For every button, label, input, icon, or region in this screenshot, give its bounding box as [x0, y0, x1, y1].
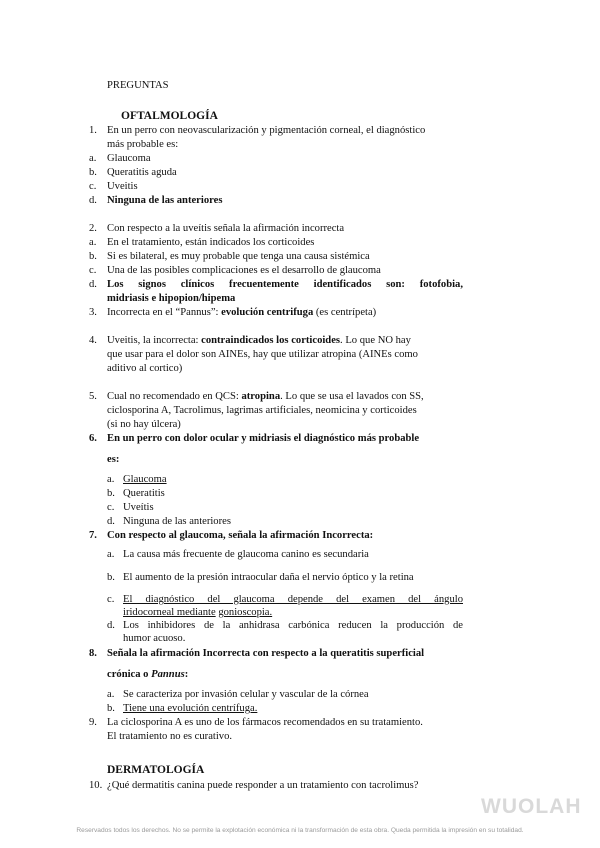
answer-underlined: gonioscopia.: [218, 607, 273, 618]
option-text-answer: [123, 606, 272, 619]
question-line: [107, 334, 411, 347]
option-letter: b.: [89, 251, 97, 262]
question-line: [107, 668, 188, 681]
answer-highlight: contraindicados los corticoides: [201, 335, 341, 346]
question-number: 7.: [89, 530, 97, 541]
question-text: La ciclosporina A es uno de los fármacos recomendados en su tratamiento.: [107, 717, 423, 728]
question-text: aditivo al cortico): [107, 363, 183, 374]
option-text-answer: midriasis e hipopion/hipema: [107, 293, 236, 304]
section-title-dermatology: DERMATOLOGÍA: [107, 764, 205, 776]
page-header: PREGUNTAS: [107, 80, 169, 91]
option-letter: c.: [107, 594, 115, 605]
option-letter: c.: [89, 181, 97, 192]
question-number: 1.: [89, 125, 97, 136]
question-number: 10.: [89, 780, 103, 791]
option-text: Ninguna de las anteriores: [123, 516, 231, 527]
option-text-answer: Los signos clínicos frecuentemente identificados son: fotofobia,: [107, 279, 463, 290]
question-text: . Lo que se usa el lavados con SS,: [280, 391, 424, 402]
question-text: En un perro con neovascularización y pigmentación corneal, el diagnóstico: [107, 125, 426, 136]
section-title-ophthalmology: OFTALMOLOGÍA: [121, 110, 218, 122]
question-text: Con respecto a la uveítis señala la afirmación incorrecta: [107, 223, 345, 234]
option-letter: b.: [107, 488, 115, 499]
option-text: Uveitis: [107, 181, 138, 192]
question-text: que usar para el dolor son AINEs, hay que utilizar atropina (AINEs como: [107, 349, 418, 360]
question-line: [107, 306, 376, 319]
question-text: ¿Qué dermatitis canina puede responder a un tratamiento con tacrolimus?: [107, 780, 419, 791]
question-number: 5.: [89, 391, 97, 402]
question-text: Cual no recomendado en QCS:: [107, 391, 239, 402]
question-text: (si no hay úlcera): [107, 419, 181, 430]
question-number: 6.: [89, 433, 97, 444]
option-text: En el tratamiento, están indicados los corticoides: [107, 237, 315, 248]
question-text: Señala la afirmación Incorrecta con respecto a la queratitis superficial: [107, 648, 425, 659]
question-text: Incorrecta en el “Pannus”:: [107, 307, 219, 318]
question-text: Con respecto al glaucoma, señala la afirmación Incorrecta:: [107, 530, 374, 541]
option-letter: d.: [89, 195, 97, 206]
option-text-answer: El diagnóstico del glaucoma depende del examen del ángulo: [123, 594, 463, 605]
option-letter: a.: [89, 153, 97, 164]
question-text: . Lo que NO hay: [340, 335, 411, 346]
question-text: más probable es:: [107, 139, 179, 150]
option-text-answer: Ninguna de las anteriores: [107, 195, 223, 206]
option-text: El aumento de la presión intraocular daña el nervio óptico y la retina: [123, 572, 414, 583]
question-number: 3.: [89, 307, 97, 318]
option-text: Queratitis: [123, 488, 165, 499]
option-text: Una de las posibles complicaciones es el desarrollo de glaucoma: [107, 265, 381, 276]
question-text: crónica o: [107, 669, 149, 680]
answer-underlined: iridocorneal mediante: [123, 607, 216, 618]
option-letter: d.: [107, 620, 115, 631]
option-text-answer: Glaucoma: [123, 474, 167, 485]
question-number: 2.: [89, 223, 97, 234]
option-text: Se caracteriza por invasión celular y vascular de la córnea: [123, 689, 369, 700]
option-text: Si es bilateral, es muy probable que tenga una causa sistémica: [107, 251, 370, 262]
question-text: ciclosporina A, Tacrolimus, lagrimas artificiales, neomicina y corticoides: [107, 405, 417, 416]
option-text: humor acuoso.: [123, 633, 186, 644]
option-text: La causa más frecuente de glaucoma canino es secundaria: [123, 549, 369, 560]
wuolah-logo: WUOLAH: [481, 795, 582, 818]
question-text: El tratamiento no es curativo.: [107, 731, 233, 742]
option-letter: a.: [107, 549, 115, 560]
option-text-answer: Tiene una evolución centrífuga.: [123, 703, 258, 714]
option-text: Queratitis aguda: [107, 167, 177, 178]
question-text: Uveitis, la incorrecta:: [107, 335, 199, 346]
question-line: [107, 390, 424, 403]
option-text: Uveítis: [123, 502, 154, 513]
copyright-footer: Reservados todos los derechos. No se permite la explotación económica ni la transformación de esta obra. Queda permitida la impresión en su totalidad.: [76, 827, 524, 834]
question-number: 9.: [89, 717, 97, 728]
option-letter: a.: [107, 474, 115, 485]
option-text: Los inhibidores de la anhidrasa carbónica reducen la producción de: [123, 620, 463, 631]
option-letter: d.: [89, 279, 97, 290]
question-text: es:: [107, 454, 120, 465]
answer-note: (es centrípeta): [315, 307, 377, 318]
question-number: 4.: [89, 335, 97, 346]
option-letter: c.: [89, 265, 97, 276]
option-letter: c.: [107, 502, 115, 513]
option-letter: b.: [107, 703, 115, 714]
question-text-italic: Pannus: [151, 669, 185, 680]
answer-highlight: atropina: [241, 391, 281, 402]
question-number: 8.: [89, 648, 97, 659]
option-letter: a.: [89, 237, 97, 248]
option-letter: d.: [107, 516, 115, 527]
question-text: En un perro con dolor ocular y midriasis el diagnóstico más probable: [107, 433, 420, 444]
answer-highlight: evolución centrifuga: [221, 307, 314, 318]
option-text: Glaucoma: [107, 153, 151, 164]
option-letter: a.: [107, 689, 115, 700]
option-letter: b.: [89, 167, 97, 178]
question-text: :: [184, 669, 189, 680]
option-letter: b.: [107, 572, 115, 583]
